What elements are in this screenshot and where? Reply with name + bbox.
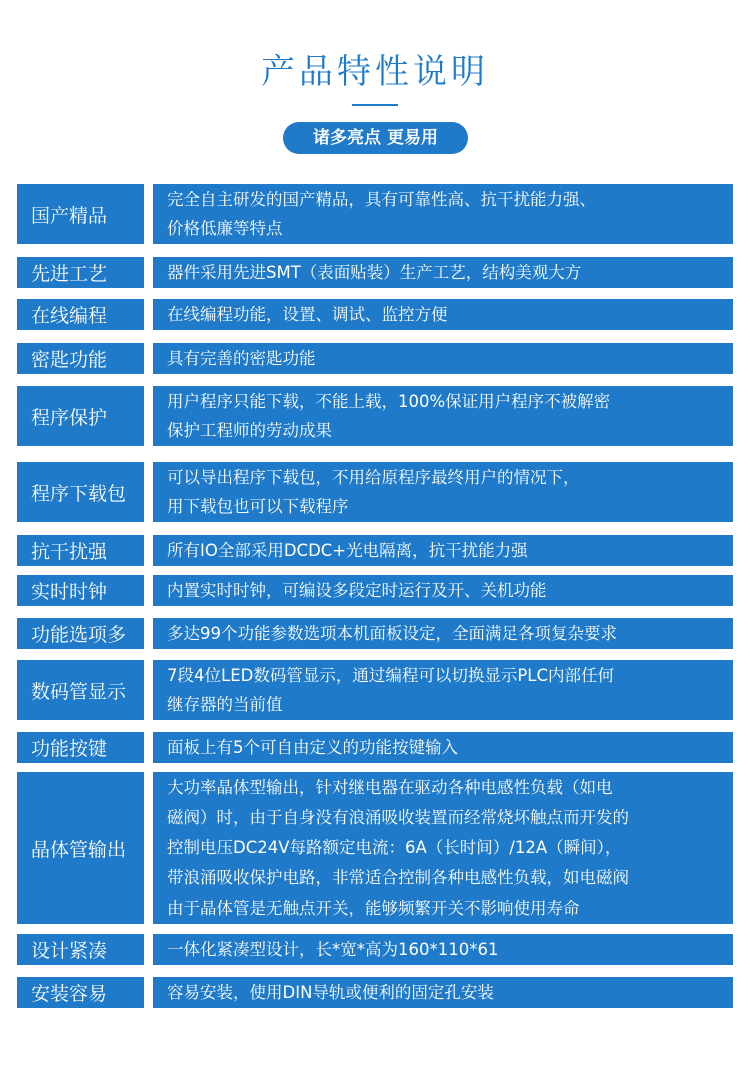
feature-text-line: 可以导出程序下载包，不用给原程序最终用户的情况下，	[153, 462, 733, 493]
feature-text-line: 带浪涌吸收保护电路，非常适合控制各种电感性负载，如电磁阀	[153, 862, 733, 893]
feature-row-function-keys	[17, 732, 733, 763]
feature-text-line: 所有IO全部采用DCDC+光电隔离，抗干扰能力强	[153, 535, 733, 566]
feature-row-key	[17, 343, 733, 374]
feature-text-line: 大功率晶体型输出，针对继电器在驱动各种电感性负载（如电	[153, 772, 733, 803]
feature-text-line: 由于晶体管是无触点开关，能够频繁开关不影响使用寿命	[153, 893, 733, 924]
feature-text-line: 器件采用先进SMT（表面贴装）生产工艺，结构美观大方	[153, 257, 733, 288]
feature-text-line: 用下载包也可以下载程序	[153, 491, 733, 522]
feature-text-line: 控制电压DC24V每路额定电流：6A（长时间）/12A（瞬间），	[153, 832, 733, 863]
feature-row-download-package	[17, 462, 733, 522]
feature-label: 功能选项多	[17, 618, 144, 649]
feature-text-line: 价格低廉等特点	[153, 213, 733, 244]
feature-row-options	[17, 618, 733, 649]
feature-label: 数码管显示	[17, 660, 144, 720]
feature-label: 先进工艺	[17, 257, 144, 288]
subtitle-badge: 诸多亮点 更易用	[283, 122, 468, 154]
feature-text-line: 继存器的当前值	[153, 689, 733, 720]
feature-label: 密匙功能	[17, 343, 144, 374]
feature-row-domestic	[17, 184, 733, 244]
feature-label: 实时时钟	[17, 575, 144, 606]
feature-row-transistor-output	[17, 772, 733, 924]
feature-label: 国产精品	[17, 184, 144, 244]
feature-row-process	[17, 257, 733, 288]
title-underline	[352, 104, 398, 106]
feature-label: 程序下载包	[17, 462, 144, 522]
feature-row-program-protection	[17, 386, 733, 446]
feature-text-line: 多达99个功能参数选项本机面板设定，全面满足各项复杂要求	[153, 618, 733, 649]
feature-text-line: 面板上有5个可自由定义的功能按键输入	[153, 732, 733, 763]
feature-label: 在线编程	[17, 299, 144, 330]
feature-text-line: 一体化紧凑型设计，长*宽*高为160*110*61	[153, 934, 733, 965]
feature-text-line: 具有完善的密匙功能	[153, 343, 733, 374]
feature-label: 安装容易	[17, 977, 144, 1008]
feature-row-anti-interference	[17, 535, 733, 566]
feature-label: 晶体管输出	[17, 772, 144, 924]
feature-text-line: 磁阀）时，由于自身没有浪涌吸收装置而经常烧坏触点而开发的	[153, 802, 733, 833]
feature-text-line: 保护工程师的劳动成果	[153, 415, 733, 446]
feature-row-easy-install	[17, 977, 733, 1008]
feature-label: 功能按键	[17, 732, 144, 763]
feature-label: 设计紧凑	[17, 934, 144, 965]
feature-text-line: 用户程序只能下载，不能上载，100%保证用户程序不被解密	[153, 386, 733, 417]
feature-row-online-programming	[17, 299, 733, 330]
feature-text-line: 在线编程功能，设置、调试、监控方便	[153, 299, 733, 330]
feature-text-line: 完全自主研发的国产精品，具有可靠性高、抗干扰能力强、	[153, 184, 733, 215]
page-title: 产品特性说明	[261, 52, 489, 92]
feature-row-compact-design	[17, 934, 733, 965]
feature-label: 程序保护	[17, 386, 144, 446]
feature-row-rtc	[17, 575, 733, 606]
feature-row-led-display	[17, 660, 733, 720]
feature-text-line: 内置实时时钟，可编设多段定时运行及开、关机功能	[153, 575, 733, 606]
feature-text-line: 7段4位LED数码管显示，通过编程可以切换显示PLC内部任何	[153, 660, 733, 691]
feature-text-line: 容易安装，使用DIN导轨或便利的固定孔安装	[153, 977, 733, 1008]
feature-label: 抗干扰强	[17, 535, 144, 566]
